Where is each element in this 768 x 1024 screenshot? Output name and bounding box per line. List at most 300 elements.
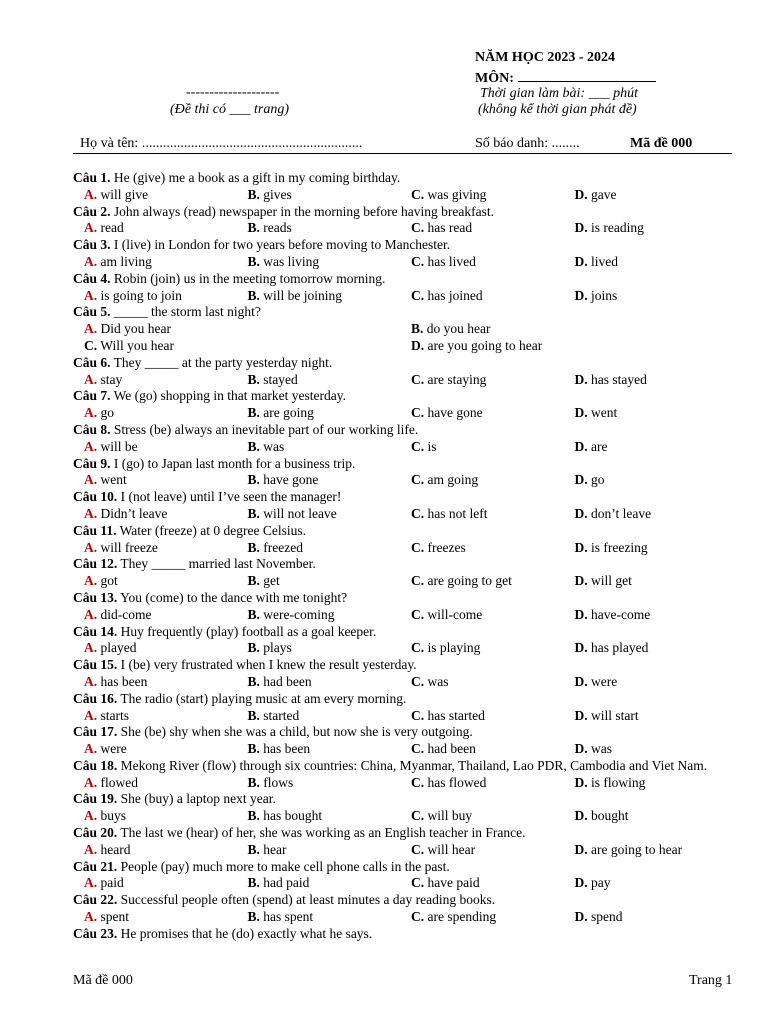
answer-option[interactable] [84,338,411,355]
option-text: had been [259,673,312,689]
answer-option[interactable] [248,288,412,305]
answer-option[interactable] [84,540,248,557]
answer-option[interactable] [84,708,248,725]
question-text: _____ the storm last night? [110,304,261,320]
answer-option[interactable] [248,540,412,557]
option-letter: B. [247,741,260,757]
question-number: Câu 7. [73,388,111,404]
question-number: Câu 4. [73,270,111,286]
answer-option[interactable] [411,775,575,792]
option-letter: D. [574,505,588,521]
answer-option[interactable] [248,372,412,389]
answer-option[interactable] [411,288,575,305]
option-letter: D. [574,573,588,589]
answer-option[interactable] [411,741,575,758]
option-text: stay [97,371,123,387]
option-letter: D. [574,371,588,387]
option-text: has not left [424,505,488,521]
question-number: Câu 5. [73,304,111,320]
option-text: will give [97,186,149,202]
option-letter: A. [84,875,98,891]
answer-options [73,909,738,926]
option-letter: A. [84,707,98,723]
option-text: paid [97,875,124,891]
answer-option[interactable] [411,909,575,926]
question-text: I (not leave) until I’ve seen the manager! [117,489,342,505]
question-item [73,758,738,792]
option-text: are you going to hear [424,337,543,353]
answer-option[interactable] [84,607,248,624]
answer-option[interactable] [411,405,575,422]
answer-option[interactable] [248,875,412,892]
question-item [73,892,738,926]
option-letter: C. [411,220,425,236]
answer-option[interactable] [575,708,739,725]
option-text: Didn’t leave [97,505,168,521]
option-text: bought [587,808,629,824]
answer-option[interactable] [84,220,248,237]
question-number: Câu 12. [73,556,118,572]
answer-option[interactable] [248,842,412,859]
question-item [73,271,738,305]
answer-option[interactable] [411,372,575,389]
answer-option[interactable] [575,372,739,389]
option-text: were [97,741,127,757]
answer-option[interactable] [84,674,248,691]
option-letter: C. [411,539,425,555]
answer-option[interactable] [248,640,412,657]
option-letter: B. [247,673,260,689]
question-number: Câu 22. [73,892,118,908]
answer-option[interactable] [84,741,248,758]
question-number: Câu 16. [73,690,118,706]
option-text: has been [259,741,311,757]
option-letter: B. [247,220,260,236]
question-stem [73,791,738,808]
answer-option[interactable] [411,321,738,338]
answer-options [73,372,738,389]
option-letter: B. [247,573,260,589]
answer-option[interactable] [248,607,412,624]
question-stem [73,926,738,943]
option-letter: D. [574,405,588,421]
answer-option[interactable] [575,187,739,204]
answer-options [73,187,738,204]
option-letter: B. [247,505,260,521]
question-number: Câu 11. [73,522,117,538]
option-letter: B. [247,875,260,891]
option-letter: B. [411,321,424,337]
answer-option[interactable] [575,875,739,892]
answer-option[interactable] [411,640,575,657]
option-letter: C. [411,741,425,757]
option-text: is playing [424,640,481,656]
question-stem [73,170,738,187]
question-number: Câu 21. [73,858,118,874]
question-item [73,590,738,624]
question-stem [73,556,738,573]
option-text: pay [587,875,611,891]
answer-options [73,472,738,489]
option-letter: B. [247,774,260,790]
answer-option[interactable] [248,909,412,926]
option-text: will buy [424,808,473,824]
answer-options [73,775,738,792]
answer-option[interactable] [248,506,412,523]
option-letter: C. [411,186,425,202]
answer-option[interactable] [575,607,739,624]
question-text: I (be) very frustrated when I knew the result yesterday. [117,657,417,673]
student-name-field: Họ và tên: ............................................................... [80,136,363,151]
option-text: is [424,438,437,454]
option-text: spend [587,909,623,925]
answer-options [73,338,738,355]
option-text: go [97,405,114,421]
option-text: will start [587,707,639,723]
question-item [73,388,738,422]
option-letter: B. [247,371,260,387]
answer-option[interactable] [248,439,412,456]
answer-option[interactable] [84,405,248,422]
option-text: has joined [424,287,483,303]
answer-option[interactable] [248,472,412,489]
answer-option[interactable] [575,506,739,523]
question-text: Mekong River (flow) through six countries: China, Myanmar, Thailand, Lao PDR, Cambodia and Viet Nam. [117,757,708,773]
answer-options [73,708,738,725]
answer-option[interactable] [248,808,412,825]
option-text: freezes [424,539,466,555]
answer-option[interactable] [575,808,739,825]
option-letter: D. [574,287,588,303]
option-letter: C. [411,875,425,891]
answer-options [73,573,738,590]
answer-option[interactable] [411,540,575,557]
option-letter: B. [247,841,260,857]
answer-option[interactable] [84,472,248,489]
option-letter: C. [411,640,425,656]
answer-option[interactable] [84,254,248,271]
option-text: were-coming [259,606,335,622]
answer-option[interactable] [411,439,575,456]
answer-option[interactable] [84,775,248,792]
answer-option[interactable] [411,808,575,825]
option-letter: A. [84,405,98,421]
answer-option[interactable] [84,573,248,590]
option-text: got [97,573,118,589]
question-stem [73,271,738,288]
question-number: Câu 1. [73,170,111,185]
option-text: have paid [424,875,480,891]
answer-option[interactable] [411,674,575,691]
answer-option[interactable] [575,439,739,456]
option-letter: C. [411,371,425,387]
option-text: was [587,741,612,757]
option-letter: A. [84,808,98,824]
subject-line [475,68,656,87]
question-text: Stress (be) always an inevitable part of our working life. [110,421,419,437]
option-letter: D. [574,808,588,824]
option-text: Did you hear [97,321,171,337]
option-text: is reading [587,220,644,236]
answer-option[interactable] [575,254,739,271]
option-text: did-come [97,606,152,622]
option-letter: B. [247,186,260,202]
answer-options [73,640,738,657]
option-letter: A. [84,321,98,337]
question-stem [73,892,738,909]
option-letter: C. [411,909,425,925]
question-item [73,355,738,389]
option-letter: A. [84,438,98,454]
option-text: are [587,438,608,454]
pages-note: (Đề thi có ___ trang) [170,102,289,117]
option-letter: A. [84,505,98,521]
answer-option[interactable] [248,254,412,271]
answer-option[interactable] [575,472,739,489]
option-text: has started [424,707,485,723]
question-text: People (pay) much more to make cell phone calls in the past. [117,858,450,874]
option-letter: D. [574,438,588,454]
option-letter: C. [411,606,425,622]
option-letter: C. [84,337,98,353]
question-stem [73,456,738,473]
answer-option[interactable] [84,909,248,926]
option-text: have-come [587,606,651,622]
option-letter: A. [84,539,98,555]
option-text: will freeze [97,539,158,555]
question-item [73,422,738,456]
answer-option[interactable] [84,372,248,389]
answer-option[interactable] [411,607,575,624]
option-letter: C. [411,808,425,824]
option-text: went [97,472,127,488]
answer-option[interactable] [411,875,575,892]
question-item [73,825,738,859]
answer-option[interactable] [248,405,412,422]
question-stem [73,859,738,876]
option-text: has bought [259,808,323,824]
option-letter: D. [574,220,588,236]
option-text: has spent [259,909,314,925]
question-text: The last we (hear) of her, she was working as an English teacher in France. [117,825,526,841]
question-text: Water (freeze) at 0 degree Celsius. [116,522,306,538]
option-text: Will you hear [97,337,174,353]
option-text: heard [97,841,131,857]
option-letter: C. [411,405,425,421]
answer-option[interactable] [248,220,412,237]
question-number: Câu 9. [73,455,111,471]
question-item [73,926,738,943]
question-text: Successful people often (spend) at least minutes a day reading books. [117,892,496,908]
time-note-sub: (không kể thời gian phát đề) [478,102,637,117]
question-text: We (go) shopping in that market yesterday. [110,388,346,404]
option-text: are going [259,405,314,421]
option-text: have gone [259,472,319,488]
answer-option[interactable] [575,640,739,657]
answer-option[interactable] [575,775,739,792]
option-text: has read [424,220,473,236]
option-letter: C. [411,707,425,723]
option-letter: D. [574,875,588,891]
question-item [73,170,738,204]
answer-option[interactable] [411,254,575,271]
answer-option[interactable] [84,808,248,825]
option-letter: B. [247,438,260,454]
answer-option[interactable] [84,187,248,204]
question-item [73,523,738,557]
answer-option[interactable] [575,674,739,691]
answer-option[interactable] [411,472,575,489]
answer-option[interactable] [248,775,412,792]
option-letter: D. [574,640,588,656]
option-text: are spending [424,909,497,925]
option-letter: B. [247,606,260,622]
question-stem [73,724,738,741]
question-stem [73,590,738,607]
question-number: Câu 18. [73,757,118,773]
option-text: freezed [259,539,303,555]
question-item [73,859,738,893]
exam-code: Mã đề 000 [630,136,693,151]
option-letter: D. [411,337,425,353]
answer-option[interactable] [411,338,738,355]
question-number: Câu 15. [73,657,118,673]
answer-option[interactable] [575,220,739,237]
option-letter: C. [411,841,425,857]
answer-option[interactable] [84,875,248,892]
question-stem [73,204,738,221]
option-letter: D. [574,472,588,488]
answer-option[interactable] [575,405,739,422]
option-text: don’t leave [587,505,652,521]
option-text: reads [259,220,292,236]
option-text: gives [259,186,292,202]
option-text: buys [97,808,127,824]
question-text: I (live) in London for two years before moving to Manchester. [110,237,451,253]
answer-option[interactable] [248,708,412,725]
answer-options [73,741,738,758]
option-text: read [97,220,124,236]
question-stem [73,237,738,254]
answer-option[interactable] [84,506,248,523]
answer-option[interactable] [84,288,248,305]
answer-option[interactable] [411,187,575,204]
answer-option[interactable] [248,674,412,691]
option-text: plays [259,640,292,656]
option-text: was giving [424,186,487,202]
question-stem [73,489,738,506]
option-text: joins [587,287,618,303]
answer-option[interactable] [84,640,248,657]
option-text: has flowed [424,774,487,790]
answer-option[interactable] [575,909,739,926]
option-letter: B. [247,539,260,555]
question-stem [73,523,738,540]
option-text: flowed [97,774,138,790]
option-letter: A. [84,909,98,925]
answer-option[interactable] [84,439,248,456]
answer-option[interactable] [248,187,412,204]
footer-page-number: Trang 1 [689,973,733,988]
question-stem [73,825,738,842]
answer-options [73,506,738,523]
option-letter: B. [247,472,260,488]
option-letter: A. [84,220,98,236]
question-text: They _____ at the party yesterday night. [110,354,333,370]
question-stem [73,304,738,321]
answer-option[interactable] [84,321,411,338]
question-number: Câu 20. [73,825,118,841]
question-text: Robin (join) us in the meeting tomorrow morning. [110,270,386,286]
option-text: go [587,472,605,488]
option-text: am going [424,472,479,488]
subject-blank [518,68,656,82]
question-stem [73,388,738,405]
footer-exam-code: Mã đề 000 [73,973,133,988]
question-stem [73,758,738,775]
option-letter: B. [247,287,260,303]
answer-option[interactable] [411,220,575,237]
option-letter: A. [84,287,98,303]
question-text: He (give) me a book as a gift in my coming birthday. [110,170,401,185]
option-text: played [97,640,137,656]
option-letter: C. [411,472,425,488]
answer-option[interactable] [248,573,412,590]
answer-option[interactable] [411,573,575,590]
option-letter: D. [574,186,588,202]
option-text: will be joining [259,287,343,303]
question-number: Câu 3. [73,237,111,253]
answer-option[interactable] [411,708,575,725]
option-letter: A. [84,472,98,488]
answer-option[interactable] [248,741,412,758]
answer-option[interactable] [575,741,739,758]
answer-options [73,254,738,271]
question-stem [73,657,738,674]
answer-options [73,674,738,691]
answer-option[interactable] [411,506,575,523]
question-text: Huy frequently (play) football as a goal keeper. [117,623,377,639]
option-text: do you hear [423,321,491,337]
option-letter: A. [84,371,98,387]
option-text: spent [97,909,129,925]
question-stem [73,624,738,641]
option-letter: D. [574,741,588,757]
option-text: am living [97,253,152,269]
answer-option[interactable] [575,573,739,590]
answer-option[interactable] [575,288,739,305]
school-year: NĂM HỌC 2023 - 2024 [475,50,615,65]
option-text: will hear [424,841,476,857]
option-text: will be [97,438,138,454]
question-text: John always (read) newspaper in the morning before having breakfast. [110,203,495,219]
answer-options [73,607,738,624]
answer-options [73,439,738,456]
question-stem [73,691,738,708]
option-letter: A. [84,606,98,622]
answer-option[interactable] [411,842,575,859]
question-item [73,691,738,725]
question-item [73,304,738,354]
question-item [73,237,738,271]
option-text: hear [259,841,287,857]
answer-option[interactable] [575,540,739,557]
option-text: was [424,673,449,689]
option-letter: A. [84,774,98,790]
answer-option[interactable] [575,842,739,859]
answer-option[interactable] [84,842,248,859]
question-text: The radio (start) playing music at am every morning. [117,690,407,706]
